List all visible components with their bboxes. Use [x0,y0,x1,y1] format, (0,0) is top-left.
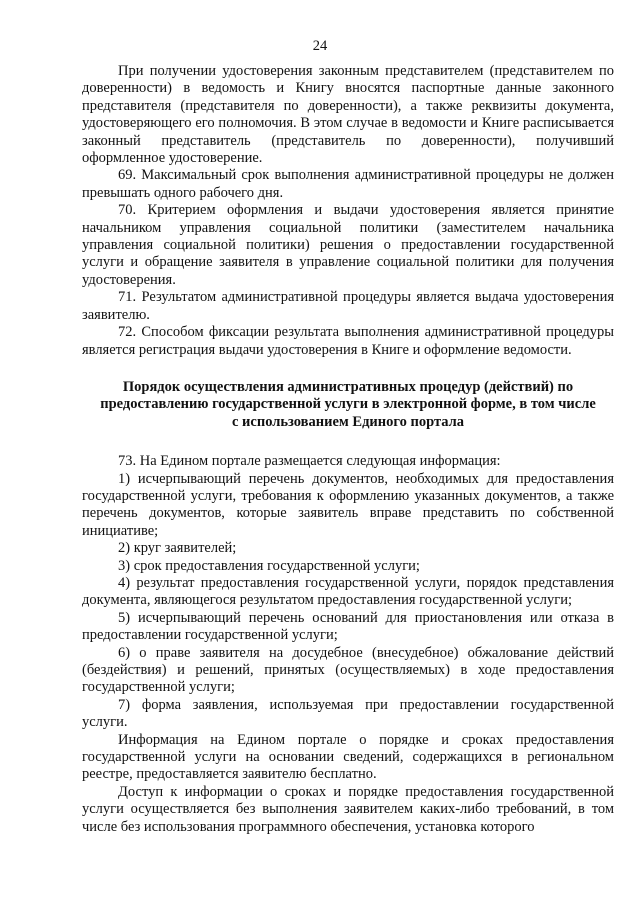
list-item-1: 1) исчерпывающий перечень документов, необходимых для предоставления государственной услуги, требования к оформлению указанных документов, а также перечень документов, которые заявитель вправе представить по собственной инициативе; [82,470,614,539]
list-item-7: 7) форма заявления, используемая при предоставлении государственной услуги. [82,696,614,731]
list-item-5: 5) исчерпывающий перечень оснований для приостановления или отказа в предоставлении государственной услуги; [82,609,614,644]
document-body [82,63,614,836]
paragraph-73: 73. На Едином портале размещается следующая информация: [118,453,501,470]
list-item-4: 4) результат предоставления государственной услуги, порядок представления документа, являющегося результатом предоставления государственной услуги; [82,574,614,609]
list-item-6: 6) о праве заявителя на досудебное (внесудебное) обжалование действий (бездействия) и решений, принятых (осуществляемых) в ходе предоставления государственной услуги; [82,644,614,696]
paragraph-representative-receipt: При получении удостоверения законным представителем (представителем по доверенности) в ведомость и Книгу вносятся паспортные данные законного представителя (представителя по доверенности), а также реквизиты документа, удостоверяющего его полномочия. В этом случае в ведомости и Книге расписывается законный представитель (представитель по доверенности), получивший оформленное удостоверение. [82,63,614,167]
paragraph-access-info: Доступ к информации о сроках и порядке предоставления государственной услуги осуществляется без выполнения заявителем каких-либо требований, в том числе без использования программного обеспечения, установка которого [82,783,614,835]
paragraph-70: 70. Критерием оформления и выдачи удостоверения является принятие начальником управления социальной политики (заместителем начальника управления социальной политики) решения о предоставлении государственной услуги и обращение заявителя в управление социальной политики для получения удостоверения. [82,202,614,288]
list-item-2: 2) круг заявителей; [118,540,237,557]
paragraph-72: 72. Способом фиксации результата выполнения административной процедуры является регистрация выдачи удостоверения в Книге и оформление ведомости. [82,324,614,358]
page-number: 24 [312,38,328,54]
paragraph-69: 69. Максимальный срок выполнения административной процедуры не должен превышать одного рабочего дня. [82,167,614,201]
paragraph-71: 71. Результатом административной процедуры является выдача удостоверения заявителю. [82,289,614,323]
paragraph-info-free: Информация на Едином портале о порядке и сроках предоставления государственной услуги на основании сведений, содержащихся в региональном реестре, предоставляется заявителю бесплатно. [82,731,614,783]
section-heading: Порядок осуществления административных процедур (действий) по предоставлению государственной услуги в электронной форме, в том числе с использованием Единого портала [100,378,596,430]
list-item-3: 3) срок предоставления государственной услуги; [118,557,420,574]
